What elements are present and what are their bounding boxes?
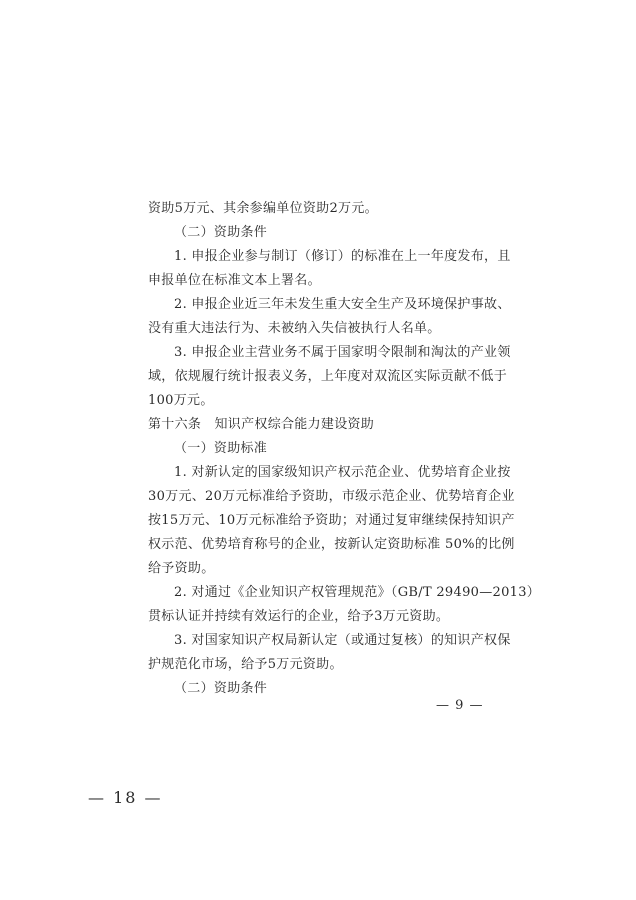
- text-line: 3. 对国家知识产权局新认定（或通过复核）的知识产权保: [174, 633, 511, 648]
- text-line: 2. 对通过《企业知识产权管理规范》（GB/T 29490—2013）: [174, 585, 541, 600]
- text-line: 贯标认证并持续有效运行的企业，给予3万元资助。: [148, 609, 450, 624]
- subsection-heading: （二）资助条件: [174, 681, 268, 696]
- text-line: 资助5万元、其余参编单位资助2万元。: [148, 201, 378, 216]
- text-line: 域，依规履行统计报表义务，上年度对双流区实际贡献不低于: [148, 369, 508, 384]
- text-line: 30万元、20万元标准给予资助，市级示范企业、优势培育企业: [148, 489, 515, 504]
- text-line: 100万元。: [148, 393, 214, 408]
- text-line: 权示范、优势培育称号的企业，按新认定资助标准 50%的比例: [148, 537, 515, 552]
- subsection-heading: （二）资助条件: [174, 225, 268, 240]
- inner-page-number: — 9 —: [436, 698, 484, 713]
- text-line: 1. 申报企业参与制订（修订）的标准在上一年度发布，且: [174, 249, 511, 264]
- subsection-heading: （一）资助标准: [174, 441, 268, 456]
- text-line: 申报单位在标准文本上署名。: [148, 273, 321, 288]
- text-line: 3. 申报企业主营业务不属于国家明令限制和淘汰的产业领: [174, 345, 511, 360]
- article-heading: 第十六条 知识产权综合能力建设资助: [148, 417, 375, 432]
- text-line: 护规范化市场，给予5万元资助。: [148, 657, 343, 672]
- text-line: 给予资助。: [148, 561, 215, 576]
- text-line: 2. 申报企业近三年未发生重大安全生产及环境保护事故、: [174, 297, 511, 312]
- text-line: 按15万元、10万元标准给予资助；对通过复审继续保持知识产: [148, 513, 515, 528]
- text-line: 没有重大违法行为、未被纳入失信被执行人名单。: [148, 321, 441, 336]
- text-line: 1. 对新认定的国家级知识产权示范企业、优势培育企业按: [174, 465, 511, 480]
- outer-page-number: — 18 —: [88, 788, 163, 807]
